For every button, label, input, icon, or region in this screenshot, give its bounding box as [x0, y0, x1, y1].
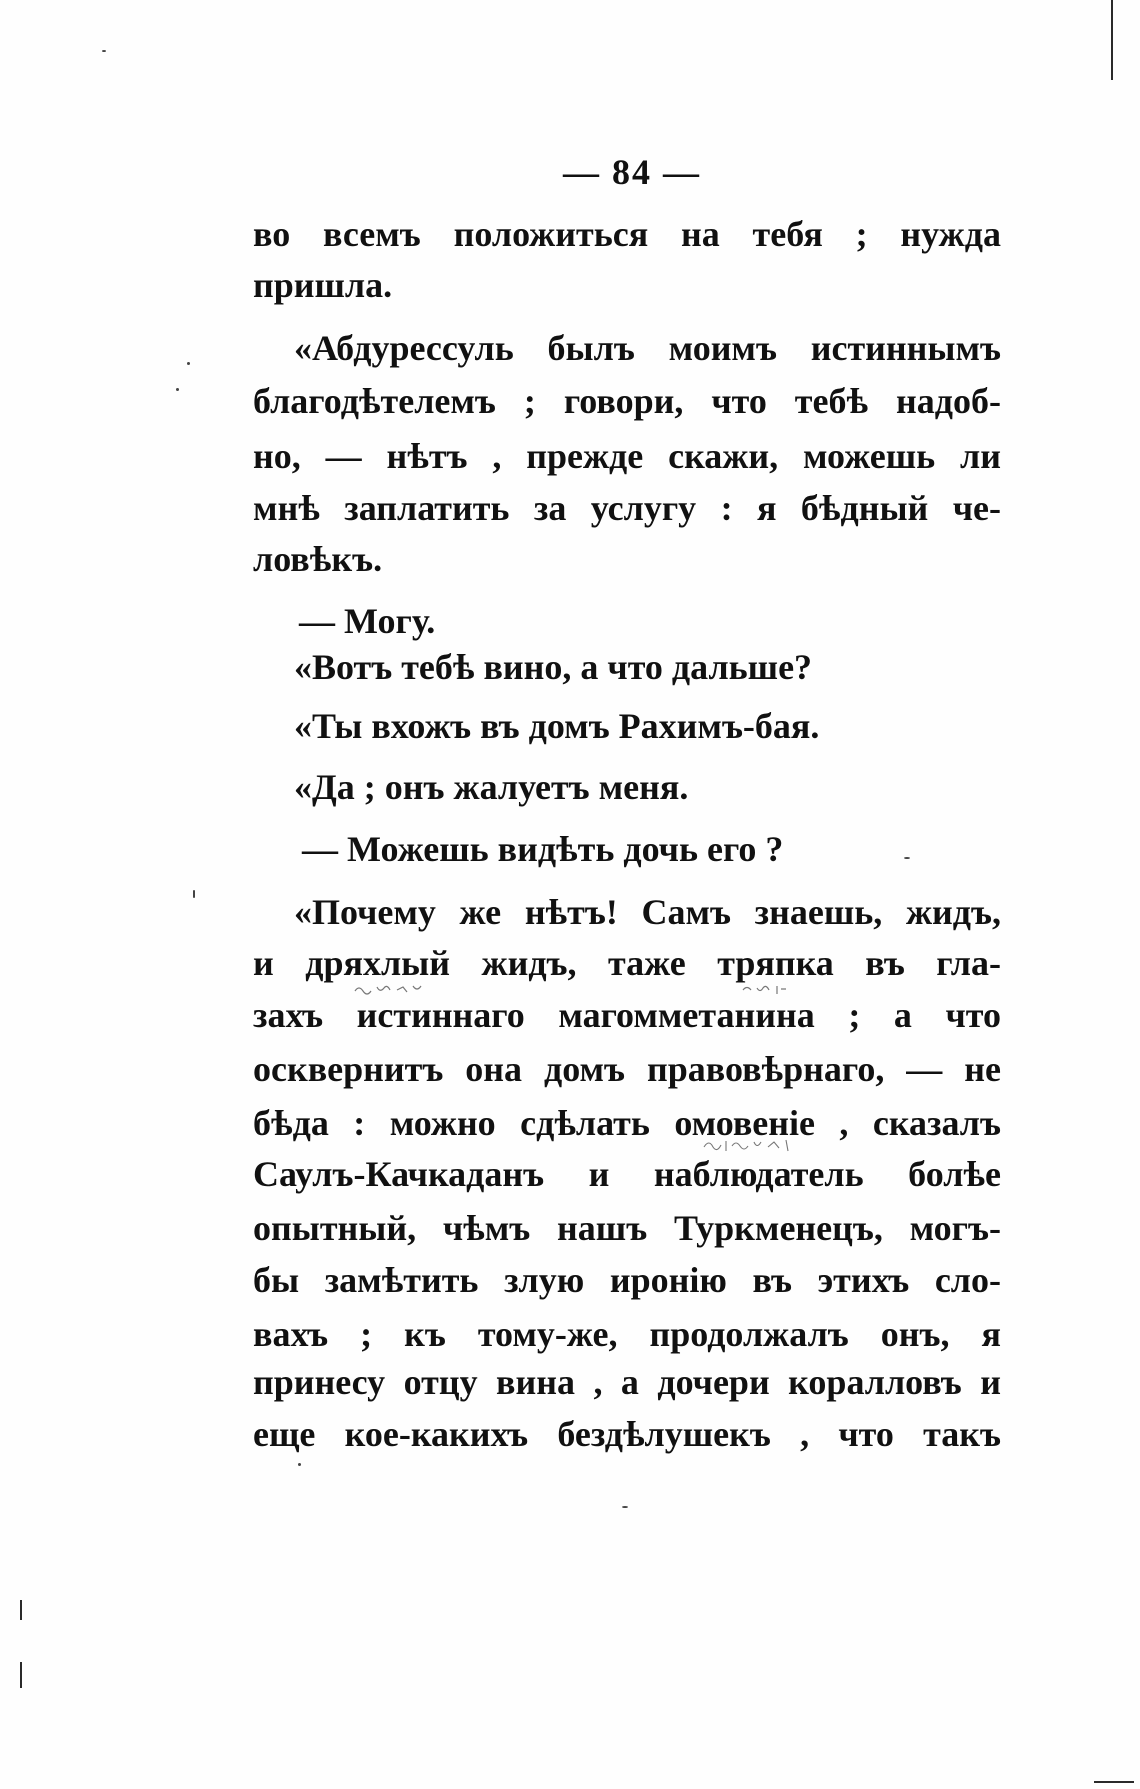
text-line: но, — нѣтъ , прежде скажи, можешь ли: [253, 436, 1001, 476]
text-line: — Могу.: [299, 601, 436, 641]
text-line: еще кое-какихъ бездѣлушекъ , что такъ: [253, 1414, 1001, 1454]
handwritten-mark: [353, 982, 425, 996]
scan-speck: [298, 1463, 301, 1466]
text-line: вахъ ; къ тому-же, продолжалъ онъ, я: [253, 1314, 1001, 1354]
text-line: принесу отцу вина , а дочери коралловъ и: [253, 1362, 1001, 1402]
page-number: — 84 —: [563, 152, 701, 192]
text-line: «Вотъ тебѣ вино, а что дальше?: [294, 647, 813, 687]
text-line: ловѣкъ.: [253, 539, 383, 579]
text-line: захъ истиннаго магомметанина ; а что: [253, 995, 1001, 1035]
text-line: «Ты вхожъ въ домъ Рахимъ-бая.: [294, 706, 820, 746]
text-line: «Да ; онъ жалуетъ меня.: [294, 767, 689, 807]
text-line: бы замѣтить злую иронію въ этихъ сло-: [253, 1260, 1001, 1300]
text-line: во всемъ положиться на тебя ; нужда: [253, 214, 1001, 254]
text-line: благодѣтелемъ ; говори, что тебѣ надоб-: [253, 381, 1001, 421]
scan-speck: [102, 50, 106, 52]
text-line: мнѣ заплатить за услугу : я бѣдный че-: [253, 488, 1001, 528]
scan-speck: [193, 890, 195, 898]
scan-speck: [176, 388, 179, 391]
text-line: — Можешь видѣть дочь его ?: [302, 829, 784, 869]
text-line: «Абдурессуль былъ моимъ истиннымъ: [294, 328, 1001, 368]
scan-speck: [622, 1506, 628, 1508]
text-line: опытный, чѣмъ нашъ Туркменецъ, могъ-: [253, 1208, 1001, 1248]
text-line: Саулъ-Качкаданъ и наблюдатель болѣе: [253, 1154, 1001, 1194]
text-line: пришла.: [253, 265, 393, 305]
scan-speck: [187, 362, 190, 365]
text-line: осквернитъ она домъ правовѣрнаго, — не: [253, 1049, 1001, 1089]
scan-edge-line: [1111, 0, 1113, 80]
scan-edge-line: [20, 1662, 22, 1688]
scan-edge-line: [1094, 1781, 1134, 1783]
text-line: бѣда : можно сдѣлать омовеніе , сказалъ: [253, 1103, 1001, 1143]
text-line: и дряхлый жидъ, таже тряпка въ гла-: [253, 943, 1001, 983]
scan-edge-line: [20, 1600, 22, 1620]
handwritten-mark: [741, 982, 789, 996]
text-line: «Почему же нѣтъ! Самъ знаешь, жидъ,: [294, 892, 1001, 932]
